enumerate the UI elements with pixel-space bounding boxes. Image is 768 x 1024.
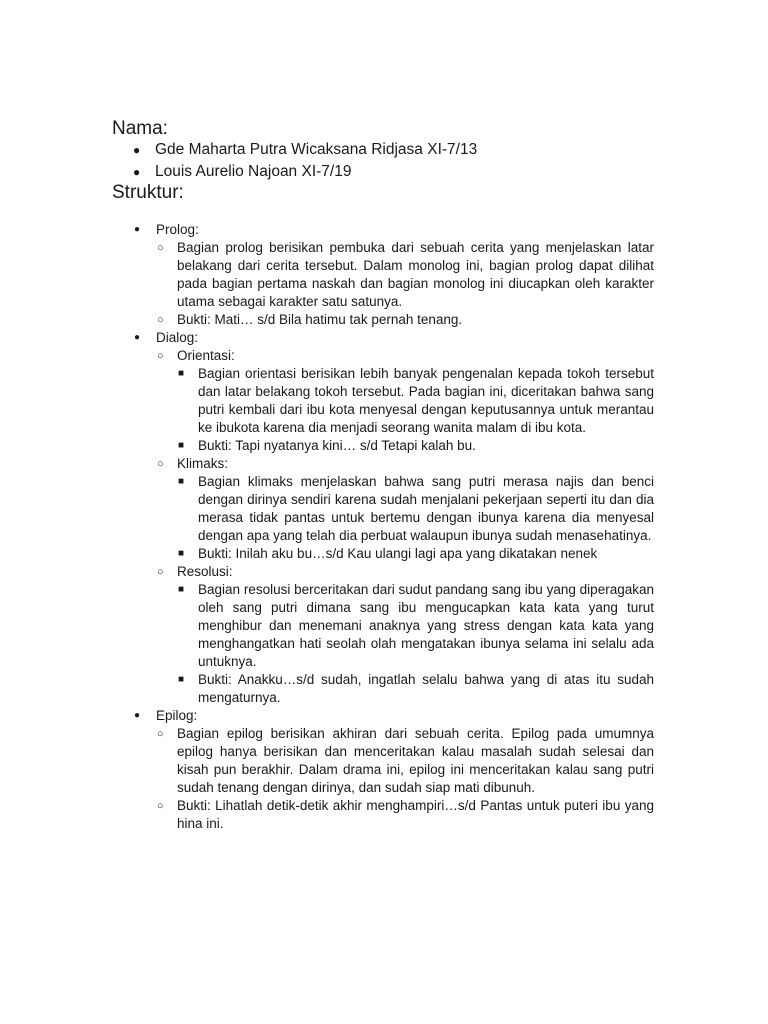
list-item [156, 797, 654, 833]
list-item [156, 239, 654, 311]
bullet-circle-icon: ○ [157, 350, 164, 362]
bullet-square-icon: ■ [178, 440, 185, 451]
section-epilog [134, 707, 654, 833]
epilog-label: Epilog: [156, 708, 198, 723]
bullet-dot-icon: ● [134, 224, 141, 235]
epilog-bukti: Bukti: Lihatlah detik-detik akhir menghampiri…s/d Pantas untuk puteri ibu yang hina ini. [177, 798, 654, 831]
list-item [133, 161, 477, 183]
list-item [156, 311, 654, 329]
dialog-label: Dialog: [156, 330, 199, 345]
name-2: Louis Aurelio Najoan XI-7/19 [155, 163, 352, 180]
names-list [133, 139, 477, 183]
name-1: Gde Maharta Putra Wicaksana Ridjasa XI-7/13 [155, 141, 478, 158]
section-prolog [134, 221, 654, 329]
list-item [177, 473, 654, 545]
bullet-square-icon: ■ [178, 476, 185, 487]
bullet-circle-icon: ○ [157, 728, 164, 740]
bullet-square-icon: ■ [178, 674, 185, 685]
subsection-orientasi [156, 347, 654, 455]
bullet-circle-icon: ○ [157, 242, 164, 254]
bullet-square-icon: ■ [178, 584, 185, 595]
bullet-circle-icon: ○ [157, 566, 164, 578]
struktur-heading: Struktur: [112, 182, 184, 203]
list-item [177, 365, 654, 437]
prolog-description: Bagian prolog berisikan pembuka dari sebuah cerita yang menjelaskan latar belakang dari cerita tersebut. Dalam monolog ini, bagian prolog dapat dilihat pada bagian pertama naskah dan bagian monolog ini diucapkan oleh karakter utama sebagai karakter satu satunya. [177, 240, 654, 309]
orientasi-label: Orientasi: [177, 348, 235, 363]
nama-heading: Nama: [112, 118, 168, 139]
resolusi-bukti: Bukti: Anakku…s/d sudah, ingatlah selalu bahwa yang di atas itu sudah mengaturnya. [198, 672, 654, 705]
bullet-circle-icon: ○ [157, 314, 164, 326]
bullet-square-icon: ■ [178, 548, 185, 559]
bullet-circle-icon: ○ [157, 458, 164, 470]
list-item [177, 545, 654, 563]
prolog-label: Prolog: [156, 222, 199, 237]
subsection-klimaks [156, 455, 654, 563]
bullet-square-icon: ■ [178, 368, 185, 379]
bullet-circle-icon: ○ [157, 800, 164, 812]
orientasi-description: Bagian orientasi berisikan lebih banyak pengenalan kepada tokoh tersebut dan latar belakang tokoh tersebut. Pada bagian ini, diceritakan bahwa sang putri kembali dari ibu kota menyesal dengan keputusannya untuk merantau ke ibukota karena dia menjadi seorang wanita malam di ibu kota. [198, 366, 654, 435]
bullet-dot-icon: ● [133, 165, 141, 179]
bullet-dot-icon: ● [134, 332, 141, 343]
epilog-description: Bagian epilog berisikan akhiran dari sebuah cerita. Epilog pada umumnya epilog hanya berisikan dan menceritakan kalau masalah sudah selesai dan kisah pun berakhir. Dalam drama ini, epilog ini menceritakan kalau sang putri sudah tenang dengan dirinya, dan sudah siap mati dibunuh. [177, 726, 654, 795]
list-item [177, 671, 654, 707]
orientasi-bukti: Bukti: Tapi nyatanya kini… s/d Tetapi kalah bu. [198, 438, 476, 453]
resolusi-description: Bagian resolusi berceritakan dari sudut pandang sang ibu yang diperagakan oleh sang putri dimana sang ibu mengucapkan kata kata yang turut menghibur dan menemani anaknya yang stress dengan kata kata yang menghangatkan hati seolah olah mengatakan ibunya selama ini selalu ada untuknya. [198, 582, 654, 669]
bullet-dot-icon: ● [133, 143, 141, 157]
resolusi-label: Resolusi: [177, 564, 233, 579]
klimaks-description: Bagian klimaks menjelaskan bahwa sang putri merasa najis dan benci dengan dirinya sendiri karena sudah menjalani pekerjaan seperti itu dan dia merasa tidak pantas untuk bertemu dengan ibunya karena dia menyesal dengan apa yang telah dia perbuat walaupun ibunya sudah menasehatinya. [198, 474, 654, 543]
list-item [177, 581, 654, 671]
subsection-resolusi [156, 563, 654, 707]
bullet-dot-icon: ● [134, 710, 141, 721]
klimaks-bukti: Bukti: Inilah aku bu…s/d Kau ulangi lagi apa yang dikatakan nenek [198, 546, 598, 561]
list-item [156, 725, 654, 797]
section-dialog [134, 329, 654, 707]
klimaks-label: Klimaks: [177, 456, 229, 471]
struktur-list [134, 221, 654, 833]
list-item [177, 437, 654, 455]
list-item [133, 139, 477, 161]
prolog-bukti: Bukti: Mati… s/d Bila hatimu tak pernah tenang. [177, 312, 463, 327]
